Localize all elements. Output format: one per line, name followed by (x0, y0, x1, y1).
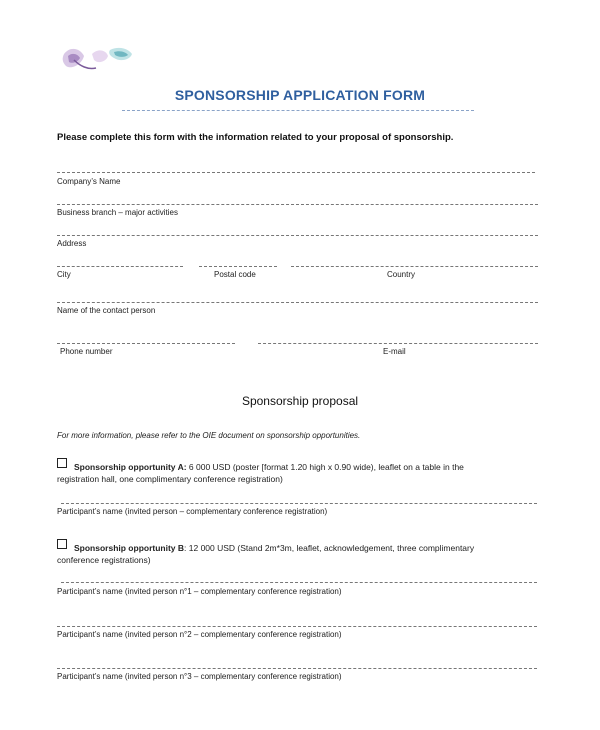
participant-3-field[interactable] (57, 668, 537, 669)
country-field[interactable] (291, 266, 538, 267)
logo-image (58, 44, 136, 76)
proposal-note: For more information, please refer to the OIE document on sponsorship opportunities. (57, 431, 361, 440)
option-a-text (74, 461, 464, 473)
participant-1-label: Participant’s name (invited person n°1 – complementary conference registration) (57, 587, 342, 596)
option-b-line2: conference registrations) (57, 555, 151, 565)
company-name-field[interactable] (57, 172, 535, 173)
business-branch-field[interactable] (57, 204, 538, 205)
option-a-participant-field[interactable] (61, 503, 537, 504)
option-a-checkbox[interactable] (57, 458, 67, 468)
participant-2-field[interactable] (57, 626, 537, 627)
country-label: Country (387, 270, 416, 279)
option-a-line1: 6 000 USD (poster [format 1.20 high x 0.90 wide), leaflet on a table in the (186, 462, 464, 472)
address-label: Address (57, 239, 87, 248)
option-b-title: Sponsorship opportunity B (74, 543, 185, 553)
option-a-line2: registration hall, one complimentary conference registration) (57, 474, 283, 484)
postal-code-label: Postal code (214, 270, 256, 279)
city-field[interactable] (57, 266, 183, 267)
email-field[interactable] (258, 343, 538, 344)
form-title: SPONSORSHIP APPLICATION FORM (174, 87, 426, 103)
city-label: City (57, 270, 71, 279)
contact-person-field[interactable] (57, 302, 538, 303)
business-branch-label: Business branch – major activities (57, 208, 178, 217)
company-name-label: Company’s Name (57, 177, 121, 186)
option-b-text (74, 542, 474, 554)
contact-person-label: Name of the contact person (57, 306, 156, 315)
phone-label: Phone number (60, 347, 113, 356)
address-field[interactable] (57, 235, 538, 236)
option-b-line1: : 12 000 USD (Stand 2m*3m, leaflet, acknowledgement, three complimentary (184, 543, 475, 553)
option-a-title: Sponsorship opportunity A: (74, 462, 187, 472)
email-label: E-mail (383, 347, 406, 356)
option-b-checkbox[interactable] (57, 539, 67, 549)
title-divider (122, 110, 474, 111)
phone-field[interactable] (57, 343, 235, 344)
postal-code-field[interactable] (199, 266, 277, 267)
participant-2-label: Participant’s name (invited person n°2 – complementary conference registration) (57, 630, 342, 639)
proposal-heading: Sponsorship proposal (241, 394, 359, 408)
participant-1-field[interactable] (61, 582, 537, 583)
participant-3-label: Participant’s name (invited person n°3 – complementary conference registration) (57, 672, 342, 681)
intro-text: Please complete this form with the information related to your proposal of sponsorship. (57, 132, 454, 143)
option-a-participant-label: Participant’s name (invited person – complementary conference registration) (57, 507, 328, 516)
